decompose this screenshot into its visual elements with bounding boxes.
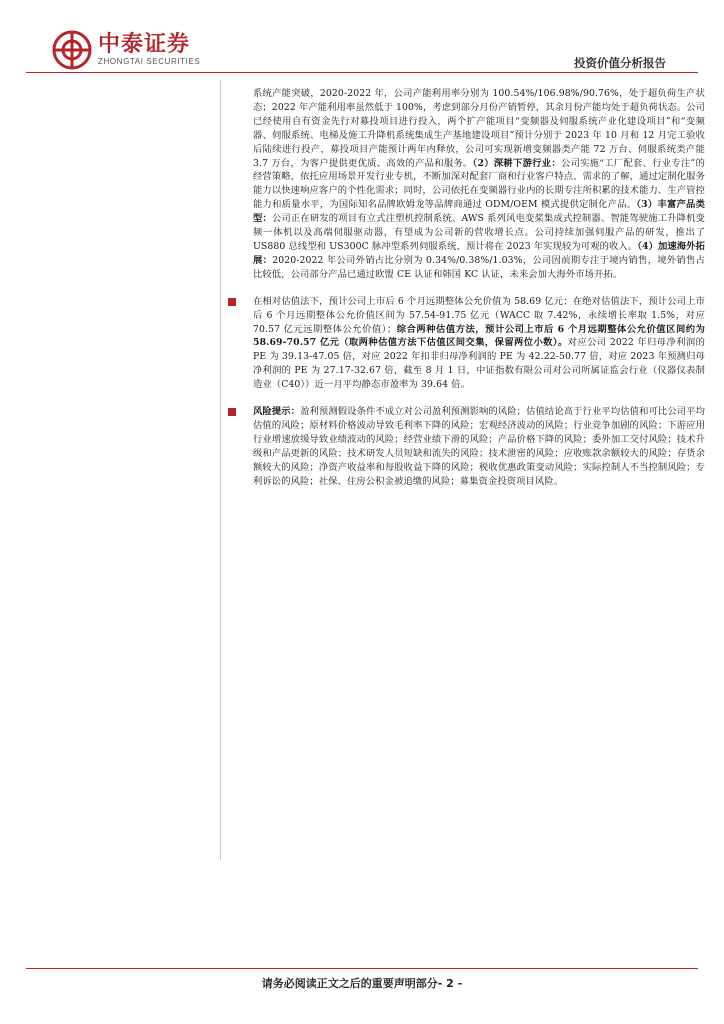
section-2-text: 公司实施“工厂配套、行业专注”的经营策略，依托应用场景开发行业专机，不断加深对配套厂商和行业客户特点、需求的了解，通过定制化服务能力以快速响应客户的个性化需求；同时，公司依托在变频器行业内的长期专注所积累的技术能力、生产管控能力和质量水平，为国际知名品牌欧姆龙等品牌商通过 ODM/OEM 模式提供定制化产品。 xyxy=(253,157,705,211)
section-2-title: （2）深耕下游行业： xyxy=(472,157,561,169)
valuation-paragraph xyxy=(253,295,705,392)
footer-disclaimer: 请务必阅读正文之后的重要声明部分- 2 - xyxy=(261,977,463,990)
intro-text: 系统产能突破，2020-2022 年，公司产能利用率分别为 100.54%/106.98%/90.76%，处于超负荷生产状态；2022 年产能利用率虽然低于 100%，考虑到部分月份产销暂停，其余月份产能均处于超负荷状态。公司已经使用自有资金先行对募投项目进行投入，两个扩产能项目“变频器及伺服系统产业化建设项目”和“变频器、伺服系统、电梯及施工升降机系统集成生产基地建设项目”预计分别于 2023 年 10 月和 12 月完工验收后陆续进行投产，募投项目产能预计两年内释放，公司可实现新增变频器类产能 72 万台、伺服系统类产能 3.7 万台，为客户提供更优质、高效的产品和服务。 xyxy=(253,88,705,169)
intro-paragraph xyxy=(253,87,705,282)
company-logo xyxy=(52,30,200,70)
left-column-divider xyxy=(220,80,221,860)
zhongtai-logo-icon xyxy=(52,30,92,70)
header-divider xyxy=(26,72,698,73)
bullet-square-icon xyxy=(228,298,236,306)
footer-divider xyxy=(26,968,698,969)
valuation-text-1: 在相对估值法下，预计公司上市后 6 个月远期整体公允价值为 58.69 亿元；在绝对估值法下，预计公司上市后 6 个月远期整体公允价值区间为 57.54-91.75 亿元（WACC 取 7.42%，永续增长率取 1.5%，对应 70.57 亿元远期整体公允价值）； xyxy=(253,295,705,335)
valuation-conclusion: 综合两种估值方法，预计公司上市后 6 个月远期整体公允价值区间约为 58.69-70.57 亿元（取两种估值方法下估值区间交集，保留两位小数）。 xyxy=(253,323,705,349)
section-3-text: 公司正在研发的项目有立式注塑机控制系统、AWS 系列风电变桨集成式控制器、智能驾驶施工升降机变频一体机以及高端伺服驱动器，有望成为公司新的营收增长点。公司持续加强伺服产品的研发，推出了 US880 总线型和 US300C 脉冲型系列伺服系统，预计将在 2023 年实现较为可观的收入。 xyxy=(253,213,705,252)
logo-chinese-name: 中泰证券 xyxy=(98,32,191,57)
valuation-item xyxy=(253,295,705,392)
section-4-text: 2020-2022 年公司外销占比分别为 0.34%/0.38%/1.03%，公司因前期专注于境内销售，境外销售占比较低，公司部分产品已通过欧盟 CE 认证和韩国 KC 认证，未来会加大海外市场开拓。 xyxy=(253,254,705,280)
bullet-square-icon xyxy=(228,408,236,416)
valuation-text-2: 对应公司 2022 年归母净利润的 PE 为 39.13-47.05 倍，对应 2022 年扣非归母净利润的 PE 为 42.22-50.77 倍，对应 2023 年预测归母净利润的 PE 为 27.17-32.67 倍，截至 8 月 1 日，中证指数有限公司对公司所属证监会行业（仪器仪表制造业（C40））近一月平均静态市盈率为 39.64 倍。 xyxy=(253,337,705,391)
section-4-title: （4）加速海外拓展： xyxy=(253,240,705,266)
section-3-title: （3）丰富产品类型： xyxy=(253,199,705,225)
main-content xyxy=(253,87,705,488)
risk-title: 风险提示： xyxy=(253,406,301,418)
report-type-label: 投资价值分析报告 xyxy=(574,56,666,70)
logo-english-name: ZHONGTAI SECURITIES xyxy=(98,57,201,66)
risk-paragraph xyxy=(253,405,705,488)
risk-text: 盈利预测假设条件不成立对公司盈利预测影响的风险；估值结论高于行业平均估值和可比公司平均估值的风险；原材料价格波动导致毛利率下降的风险；宏观经济波动的风险；行业竞争加剧的风险；下游应用行业增速放缓导致业绩波动的风险；经营业绩下滑的风险；产品价格下降的风险；委外加工交付风险；技术升级和产品更新的风险；技术研发人员短缺和流失的风险；技术泄密的风险；应收账款余额较大的风险；存货余额较大的风险；净资产收益率和每股收益下降的风险；税收优惠政策变动风险；实际控制人不当控制风险；专利诉讼的风险；社保、住房公积金被追缴的风险；募集资金投资项目风险。 xyxy=(253,406,705,487)
risk-item xyxy=(253,405,705,488)
